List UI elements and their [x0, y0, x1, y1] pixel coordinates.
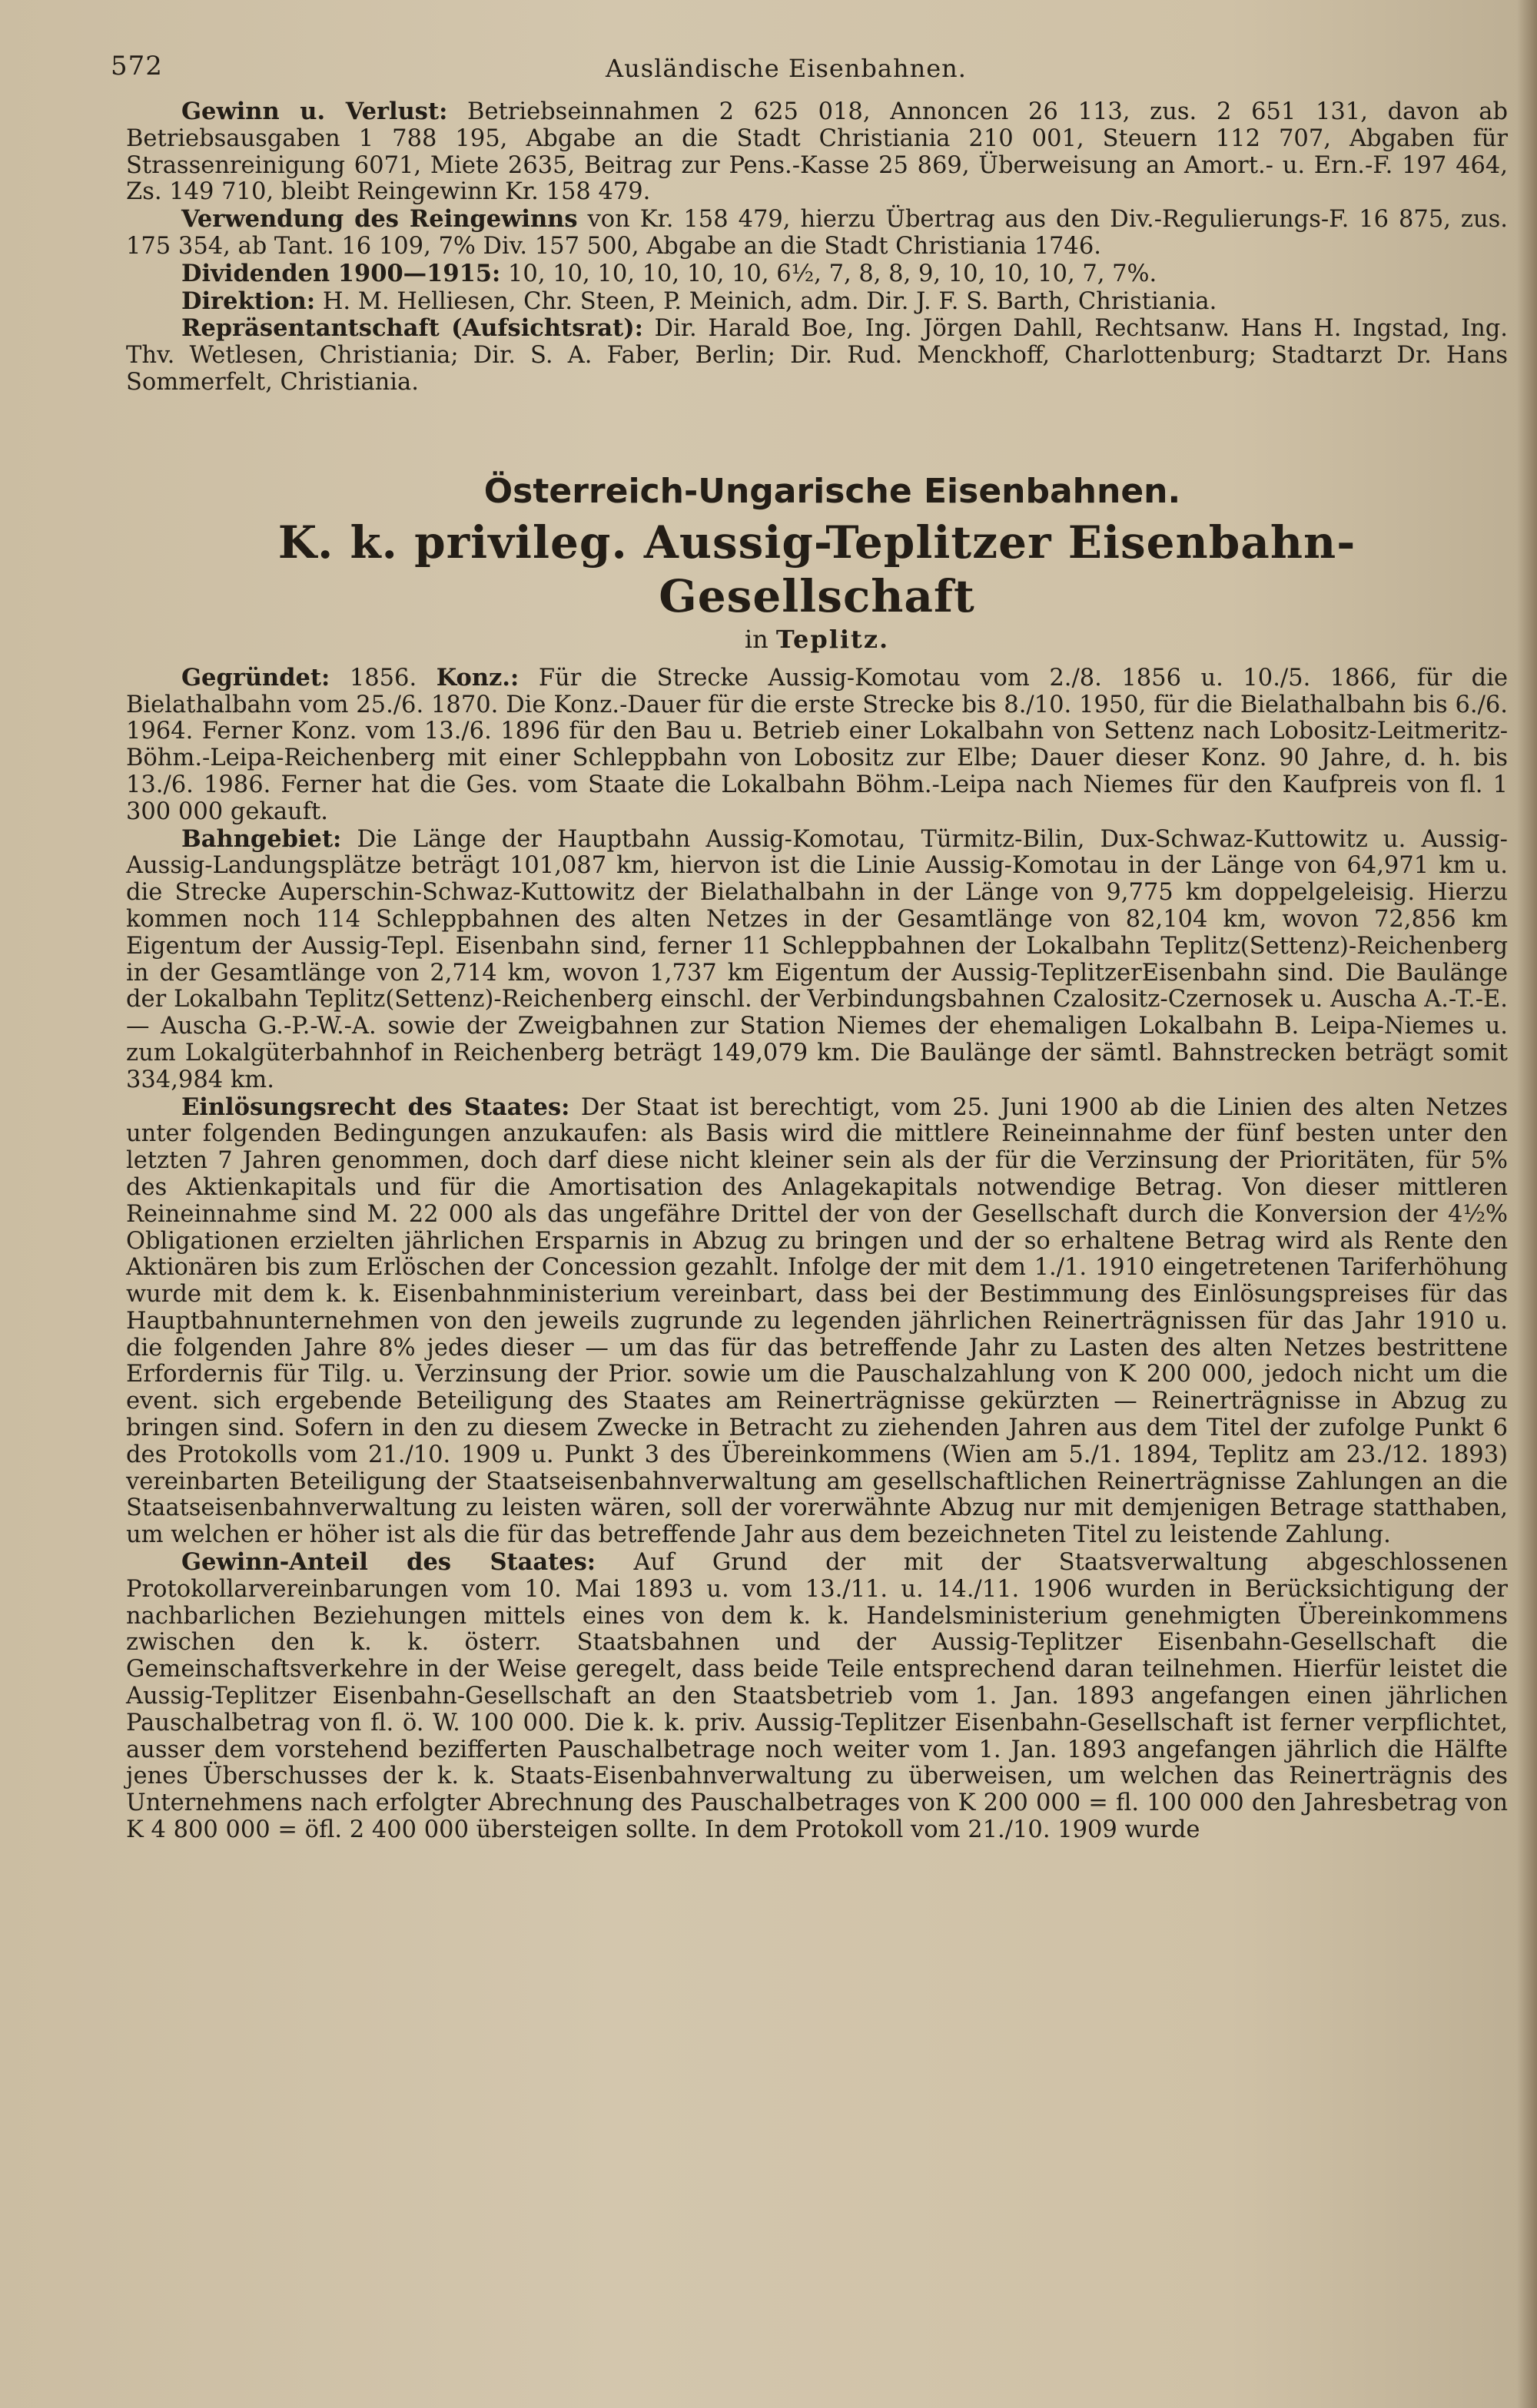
gegruendet-paragraph — [126, 665, 1508, 826]
einloesungsrecht-label: Einlösungsrecht des Staates: — [181, 1093, 570, 1121]
direktion-paragraph — [126, 288, 1508, 316]
dividenden-label: Dividenden 1900—1915: — [181, 259, 501, 287]
repraesentantschaft-label: Repräsentantschaft (Aufsichtsrat): — [181, 314, 643, 343]
gewinn-verlust-paragraph — [126, 98, 1508, 206]
gegruendet-label: Gegründet: — [181, 663, 330, 692]
verwendung-paragraph — [126, 206, 1508, 260]
teplitz-company-block — [126, 665, 1508, 1844]
direktion-text: H. M. Helliesen, Chr. Steen, P. Meinich, adm. Dir. J. F. S. Barth, Christiania. — [322, 287, 1217, 315]
page-number: 572 — [111, 51, 163, 81]
section-spacer — [126, 396, 1508, 472]
section-title: Österreich-Ungarische Eisenbahnen. — [483, 471, 1181, 511]
running-title: Ausländische Eisenbahnen. — [606, 54, 967, 83]
gewinn-anteil-label: Gewinn-Anteil des Staates: — [181, 1548, 596, 1577]
repraesentantschaft-paragraph — [126, 315, 1508, 396]
bahngebiet-paragraph — [126, 826, 1508, 1094]
gewinn-anteil-text: Auf Grund der mit der Staatsverwaltung abgeschlossenen Protokollarvereinbarungen vom 10. Mai 1893 u. vom 13./11. u. 14./11. 1906 wurden in Berücksichtigung der nachbarlichen Beziehungen mittels eines von dem k. k. Handelsministerium genehmigten Übereinkommens zwischen den k. k. österr. Staatsbahnen und der Aussig-Teplitzer Eisenbahn-Gesellschaft die Gemeinschaftsverkehre in der Weise geregelt, dass beide Teile entsprechend daran teilnehmen. Hierfür leistet die Aussig-Teplitzer Eisenbahn-Gesellschaft an den Staatsbetrieb vom 1. Jan. 1893 angefangen einen jährlichen Pauschalbetrag von fl. ö. W. 100 000. Die k. k. priv. Aussig-Teplitzer Eisenbahn-Gesellschaft ist ferner verpflichtet, ausser dem vorstehend bezifferten Pauschalbetrage noch weiter vom 1. Jan. 1893 angefangen jährlich die Hälfte jenes Überschusses der k. k. Staats-Eisenbahnverwaltung zu überweisen, um welchen das Reinerträgnis des Unternehmens nach erfolgter Abrechnung des Pauschalbetrages von K 200 000 = fl. 100 000 den Jahresbetrag von K 4 800 000 = öfl. 2 400 000 übersteigen sollte. In dem Protokoll vom 21./10. 1909 wurde — [126, 1549, 1508, 1844]
direktion-label: Direktion: — [181, 287, 316, 315]
konz-text: Für die Strecke Aussig-Komotau vom 2./8. 1856 u. 10./5. 1866, für die Bielathalbahn vom 25./6. 1870. Die Konz.-Dauer für die erste Strecke bis 8./10. 1950, für die Bielathalbahn bis 6./6. 1964. Ferner Konz. vom 13./6. 1896 für den Bau u. Betrieb einer Lokalbahn von Settenz nach Lobositz-Leitmeritz-Böhm.-Leipa-Reichenberg mit einer Schleppbahn von Lobositz zur Elbe; Dauer dieser Konz. 90 Jahre, d. h. bis 13./6. 1986. Ferner hat die Ges. vom Staate die Lokalbahn Böhm.-Leipa nach Niemes für den Kaufpreis von fl. 1 300 000 gekauft. — [126, 664, 1509, 825]
company-name: K. k. privileg. Aussig-Teplitzer Eisenbahn-Gesellschaft — [277, 516, 1356, 622]
repraesentantschaft-text: Dir. Harald Boe, Ing. Jörgen Dahll, Rechtsanw. Hans H. Ingstad, Ing. Thv. Wetlesen, Christiania; Dir. S. A. Faber, Berlin; Dir. Rud. Menckhoff, Charlottenburg; Stadtarzt Dr. Hans Sommerfelt, Christiania. — [126, 315, 1508, 396]
einloesungsrecht-paragraph — [126, 1094, 1508, 1550]
running-head — [111, 51, 1508, 98]
einloesungsrecht-text: Der Staat ist berechtigt, vom 25. Juni 1900 ab die Linien des alten Netzes unter folgenden Bedingungen anzukaufen: als Basis wird die mittlere Reineinnahme der fünf besten unter den letzten 7 Jahren genommen, doch darf diese nicht kleiner sein als der für die Verzinsung der Prioritäten, für 5% des Aktienkapitals und für die Amortisation des Anlagekapitals notwendige Betrag. Von dieser mittleren Reineinnahme sind M. 22 000 als das ungefähre Drittel der von der Gesellschaft durch die Konversion der 4½% Obligationen erzielten jährlichen Ersparnis in Abzug zu bringen und der so erhaltene Betrag wird als Rente den Aktionären bis zum Erlöschen der Concession gezahlt. Infolge der mit dem 1./1. 1910 eingetretenen Tariferhöhung wurde mit dem k. k. Eisenbahnministerium vereinbart, dass bei der Bestimmung des Einlösungspreises für das Hauptbahnunternehmen von den jeweils zugrunde zu legenden jährlichen Reinerträgnissen für das Jahr 1910 u. die folgenden Jahre 8% jedes dieser — um das für das betreffende Jahr zu Lasten des alten Netzes bestrittene Erfordernis für Tilg. u. Verzinsung der Prior. sowie um die Pauschalzahlung von K 200 000, jedoch nicht um die event. sich ergebende Beteiligung des Staates am Reinerträgnisse gekürzten — Reinerträgnisse in Abzug zu bringen sind. Sofern in den zu diesem Zwecke in Betracht zu ziehenden Jahren aus dem Titel der zufolge Punkt 6 des Protokolls vom 21./10. 1909 u. Punkt 3 des Übereinkommens (Wien am 5./1. 1894, Teplitz am 23./12. 1893) vereinbarten Beteiligung der Staatseisenbahnverwaltung am gesellschaftlichen Reinerträgnisse Zahlungen an die Staatseisenbahnverwaltung zu leisten wären, soll der vorerwähnte Abzug nur mit demjenigen Betrage statthaben, um welchen er höher ist als die für das betreffende Jahr aus dem bezeichneten Titel zu leistende Zahlung. — [126, 1093, 1509, 1549]
christiania-company-block — [126, 98, 1508, 396]
verwendung-text: von Kr. 158 479, hierzu Übertrag aus den Div.-Regulierungs-F. 16 875, zus. 175 354, ab Tant. 16 109, 7% Div. 157 500, Abgabe an die Stadt Christiania 1746. — [126, 206, 1508, 260]
company-location-prefix: in — [744, 624, 768, 654]
gewinn-verlust-text: Betriebseinnahmen 2 625 018, Annoncen 26 113, zus. 2 651 131, davon ab Betriebsausgaben 1 788 195, Abgabe an die Stadt Christiania 210 001, Steuern 112 707, Abgaben für Strassenreinigung 6071, Miete 2635, Beitrag zur Pens.-Kasse 25 869, Überweisung an Amort.- u. Ern.-F. 197 464, Zs. 149 710, bleibt Reingewinn Kr. 158 479. — [126, 98, 1508, 206]
verwendung-label: Verwendung des Reingewinns — [181, 205, 578, 234]
bahngebiet-text: Die Länge der Hauptbahn Aussig-Komotau, Türmitz-Bilin, Dux-Schwaz-Kuttowitz u. Aussig-Aussig-Landungsplätze beträgt 101,087 km, hiervon ist die Linie Aussig-Komotau in der Länge von 64,971 km u. die Strecke Auperschin-Schwaz-Kuttowitz der Bielathalbahn in der Länge von 9,775 km doppelgeleisig. Hierzu kommen noch 114 Schleppbahnen des alten Netzes in der Gesamtlänge von 82,104 km, wovon 72,856 km Eigentum der Aussig-Tepl. Eisenbahn sind, ferner 11 Schleppbahnen der Lokalbahn Teplitz(Settenz)-Reichenberg in der Gesamtlänge von 2,714 km, wovon 1,737 km Eigentum der Aussig-TeplitzerEisenbahn sind. Die Baulänge der Lokalbahn Teplitz(Settenz)-Reichenberg einschl. der Verbindungsbahnen Czalositz-Czernosek u. Auscha A.-T.-E.— Auscha G.-P.-W.-A. sowie der Zweigbahnen zur Station Niemes der ehemaligen Lokalbahn B. Leipa-Niemes u. zum Lokalgüterbahnhof in Reichenberg beträgt 149,079 km. Die Baulänge der sämtl. Bahnstrecken beträgt somit 334,984 km. — [126, 825, 1508, 1093]
konz-label: Konz.: — [436, 663, 520, 692]
bahngebiet-label: Bahngebiet: — [181, 824, 342, 853]
dividenden-paragraph — [126, 260, 1508, 288]
gegruendet-text: 1856. — [349, 664, 417, 692]
gewinn-anteil-paragraph — [126, 1549, 1508, 1844]
company-location — [126, 623, 1508, 655]
company-location-city: Teplitz. — [775, 624, 890, 654]
gewinn-verlust-label: Gewinn u. Verlust: — [181, 98, 448, 125]
dividenden-text: 10, 10, 10, 10, 10, 10, 6½, 7, 8, 8, 9, 10, 10, 10, 7, 7%. — [508, 260, 1157, 287]
